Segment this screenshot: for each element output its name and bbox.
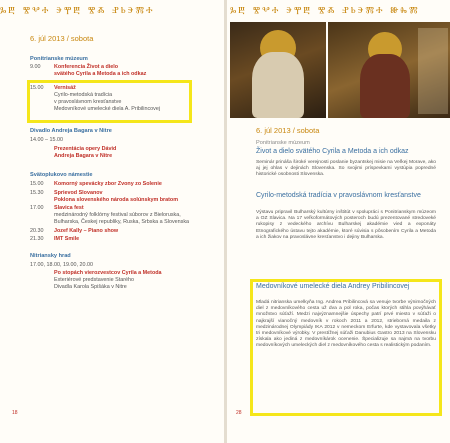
program-row: 20.30 Jozef Kally – Piano show [30,228,119,234]
page-number-left: 18 [12,410,18,416]
venue-ponitrianske: Ponitrianske múzeum [30,56,88,62]
block-subtitle: Ponitrianske múzeum [256,140,310,146]
left-date: 6. júl 2013 / sobota [30,34,94,43]
icon-painting-methodius [328,22,450,118]
program-line: Divadla Karola Spišáka v Nitre [54,284,127,290]
program-row: 21.30 IMT Smile [30,236,80,242]
block-heading: Život a dielo svätého Cyrila a Metoda a ich odkaz [256,148,409,155]
program-line: Cyrilo-metodská tradícia [54,92,113,98]
block-body: Mladá nitrianska umelkyňa Ing. Andrea Pribilincová sa venuje tvorbe výnimočných diel z medovníkového cesta už dva a pol roka, počas ktorých stihla povýhávať množstvo súťaží. Medzi najvýznamnejšie úspechy patrí prvé miesto v súťaži o najkrajší vianočný medovník v rokoch 2011 a 2012, strieborná medaila z medzinárodnej Olympiády IKA 2012 v nemeckom Erfurte, kde vystavovala všetky tri medovníkové výrobky. V prestížnej súťaži Danubius Gastro 2013 na Slovensku získala ako jediná z medovníkárok ocenenie. Špecializuje sa najmä na tvorbu medovníkových umeleckých diel z medovníkového cesta s realistickým podaním. [256,300,436,349]
block-heading: Cyrilo-metodská tradícia v pravoslávnom kresťanstve [256,192,421,199]
highlight-box-medovnik [250,279,442,416]
program-line: svätého Cyrila a Metoda a ich odkaz [54,71,147,77]
block-body: Seminár prináša široké verejnosti poslanie byzantskej misie na Veľkej Morave, ako aj jej ohlas v dejinách Slovenska. So svojimi príspevkami vystúpia popredné historické osobnosti Slovenska. [256,160,436,178]
program-line: Po stopách vierozvestcov Cyrila a Metoda [54,270,162,276]
page-gutter [224,0,227,443]
saint-figure [252,52,304,118]
icon-painting-cyril [230,22,326,118]
program-line: Bulharska, Českej republiky, Ruska, Srbska a Slovenska [54,219,190,225]
program-row: 17.00, 18.00, 19.00, 20.00 [30,262,93,268]
program-line: medzinárodný folklórny festival súborov z Bieloruska, [54,212,181,218]
glagolitic-border-right: ⰳⰱ ⰺⰲⰰ ⰵⰹⰱ ⰺⰶ ⱀⱃⰵⰿⰰ ⱆⰸⰿ [230,4,420,18]
program-row: 15.00 Vernisáž [30,85,76,91]
glagolitic-border-left: ⰳⰱ ⰺⰲⰰ ⰵⰹⰱ ⰺⰶ ⱀⱃⰵⰿⰰ [0,4,155,18]
venue-hrad: Nitriansky hrad [30,253,71,259]
program-line: Exteriérové predstavenie Starého [54,277,135,283]
page-number-right: 28 [236,410,242,416]
program-line: Medovníkové umelecké diela A. Pribilincovej [54,106,161,112]
program-row: 14.00 – 15.00 [30,137,63,143]
program-line: Prezentácia opery Dávid [54,146,117,152]
program-row: 15.30 Sprievod Slovanov [30,190,103,196]
right-date: 6. júl 2013 / sobota [256,126,320,135]
block-body: Výstavu pripravil Bulharský kultúrny inštitút v spolupráci s Ponitrianskym múzeom a OZ Slavica. Na 17 veľkoformátových posteroch budú prezentované stredoveké rukopisy z vedeckého archívu Bulharskej akadémie vied a exponáty Etnografického ústavu tejto akadémie, ktoré súvisia s pôsobením Cyrila a Metoda a ich žiakov na pravoslávne kresťanstvo i dejiny Bulharska. [256,210,436,240]
program-row: 15.00 Komorný spevácky zbor Zvony zo Solenie [30,181,162,187]
block-heading: Medovníkové umelecké diela Andrey Pribilincovej [256,283,410,290]
venue-namestie: Svätoplukovo námestie [30,172,93,178]
saint-figure [360,54,410,118]
program-row: 9.00 Konferencia Život a dielo [30,64,119,70]
program-row: 17.00 Slavica fest [30,205,84,211]
venue-divadlo: Divadlo Andreja Bagara v Nitre [30,128,112,134]
program-line: Andreja Bagara v Nitre [54,153,113,159]
gallery-wall [418,28,448,114]
program-line: v pravoslávnom kresťanstve [54,99,122,105]
program-line: Poklona slovenského národa solúnskym bratom [54,197,179,203]
highlight-box-vernisaz [27,80,192,123]
